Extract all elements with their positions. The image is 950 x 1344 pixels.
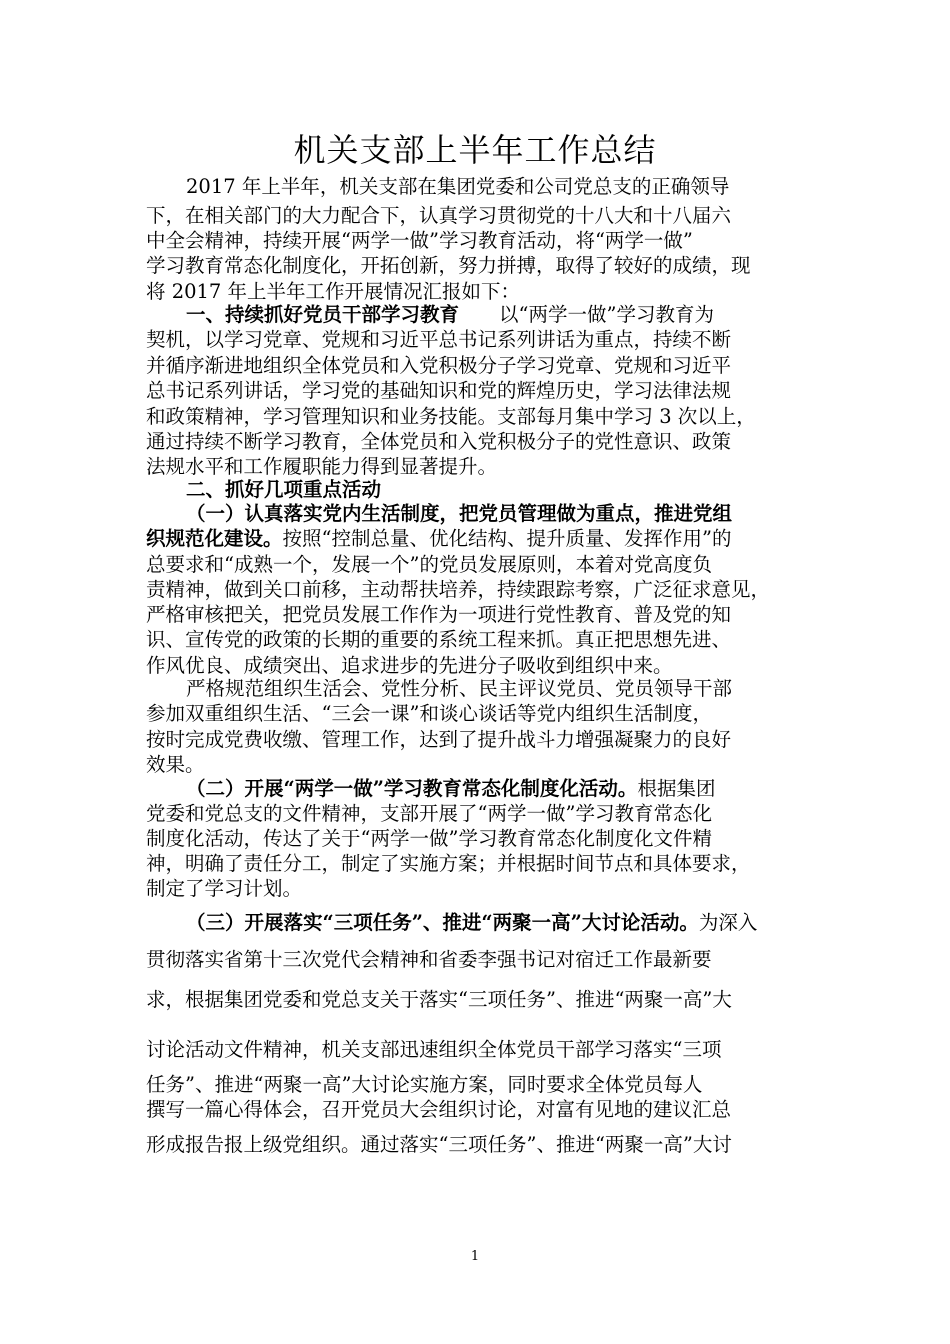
paragraph-text: 文件精神，机关支部迅速组织全体党员干部学习落实“三项	[224, 1038, 722, 1061]
document-title: 机关支部上半年工作总结	[293, 131, 657, 169]
paragraph-line: 和政策精神，学习管理知识和业务技能。支部每月集中学习 3 次以上，	[146, 405, 756, 428]
paragraph-line: 将 2017 年上半年工作开展情况汇报如下：	[146, 280, 521, 303]
subsection-heading-2: （二）开展“两学一做”学习教育常态化制度化活动。	[186, 777, 638, 800]
paragraph-line: 通过持续不断学习教育，全体党员和入党积极分子的党性意识、政策	[146, 430, 732, 453]
paragraph-text: 按照“控制总量、优化结构、提升质量、发挥作用”的	[282, 527, 732, 550]
paragraph-line: 制定了学习计划。	[146, 877, 303, 900]
paragraph-line: 严格审核把关，把党员发展工作作为一项进行党性教育、普及党的知	[146, 603, 732, 626]
paragraph-line: 2017 年上半年，机关支部在集团党委和公司党总支的正确领导	[186, 175, 730, 198]
paragraph-text: 为深入	[698, 911, 758, 934]
paragraph-line: 学习教育常态化制度化，开拓创新，努力拼搏，取得了较好的成绩，现	[146, 254, 751, 277]
section-heading-1: 一、持续抓好党员干部学习教育	[186, 303, 460, 326]
paragraph-line: 法规水平和工作履职能力得到显著提升。	[146, 455, 498, 478]
paragraph-line	[146, 1132, 732, 1158]
paragraph-line: 严格规范组织生活会、党性分析、民主评议党员、党员领导干部	[186, 677, 733, 700]
paragraph-line: 求，根据集团党委和党总支关于落实“三项任务”、推进“两聚一高”大	[146, 988, 732, 1011]
paragraph-line: 契机，以学习党章、党规和习近平总书记系列讲话为重点，持续不断	[146, 328, 732, 351]
paragraph-line	[186, 910, 757, 936]
paragraph-line: 党委和党总支的文件精神，支部开展了“两学一做”学习教育常态化	[146, 802, 712, 825]
paragraph-line: 中全会精神，持续开展“两学一做”学习教育活动，将“两学一做”	[146, 229, 693, 252]
paragraph-line: 总要求和“成熟一个，发展一个”的党员发展原则，本着对党高度负	[146, 553, 712, 576]
paragraph-line	[146, 1037, 722, 1063]
subsection-heading-3: （三）开展落实“三项任务”、推进“两聚一高”大讨论活动。	[186, 911, 699, 934]
paragraph-line: 参加双重组织生活、“三会一课”和谈心谈话等党内组织生活制度，	[146, 702, 712, 725]
paragraph-text: 以“两学一做”学习教育为	[499, 303, 714, 326]
paragraph-line	[146, 526, 731, 552]
paragraph-line: 效果。	[146, 753, 205, 776]
paragraph-line: 识、宣传党的政策的长期的重要的系统工程来抓。真正把思想先进、	[146, 628, 732, 651]
paragraph-line: 责精神，做到关口前移，主动帮扶培养，持续跟踪考察，广泛征求意见，	[146, 578, 771, 601]
subsection-heading-tail: 织规范化建设。	[146, 527, 283, 550]
paragraph-line: 制度化活动，传达了关于“两学一做”学习教育常态化制度化文件精	[146, 827, 712, 850]
paragraph-line: 下，在相关部门的大力配合下，认真学习贯彻党的十八大和十八届六	[146, 204, 732, 227]
paragraph-line: 并循序渐进地组织全体党员和入党积极分子学习党章、党规和习近平	[146, 354, 732, 377]
paragraph-text: 讨论活动	[146, 1038, 225, 1061]
paragraph-line	[186, 776, 715, 802]
paragraph-line: 作风优良、成绩突出、追求进步的先进分子吸收到组织中来。	[146, 654, 673, 677]
paragraph-line: 撰写一篇心得体会，召开党员大会组织讨论，对富有见地的建议汇总	[146, 1098, 732, 1121]
page-number: 1	[470, 1249, 480, 1264]
paragraph-line: 任务”、推进“两聚一高”大讨论实施方案，同时要求全体党员每人	[146, 1073, 703, 1096]
paragraph-line: 总书记系列讲话，学习党的基础知识和党的辉煌历史，学习法律法规	[146, 379, 732, 402]
paragraph-text: 落实“三项任务”、推进“两聚一高”大讨	[399, 1133, 732, 1156]
subsection-heading-line: （一）认真落实党内生活制度，把党员管理做为重点，推进党组	[186, 502, 733, 525]
paragraph-text: 根据集团	[637, 777, 716, 800]
paragraph-line: 按时完成党费收缴、管理工作，达到了提升战斗力增强凝聚力的良好	[146, 728, 732, 751]
paragraph-text: 形成报告报上级党组织。通过	[146, 1133, 400, 1156]
section-heading-2: 二、抓好几项重点活动	[186, 478, 382, 501]
paragraph-line: 神，明确了责任分工，制定了实施方案；并根据时间节点和具体要求，	[146, 852, 751, 875]
section-heading-line	[186, 302, 714, 328]
paragraph-line: 贯彻落实省第十三次党代会精神和省委李强书记对宿迁工作最新要	[146, 948, 712, 971]
